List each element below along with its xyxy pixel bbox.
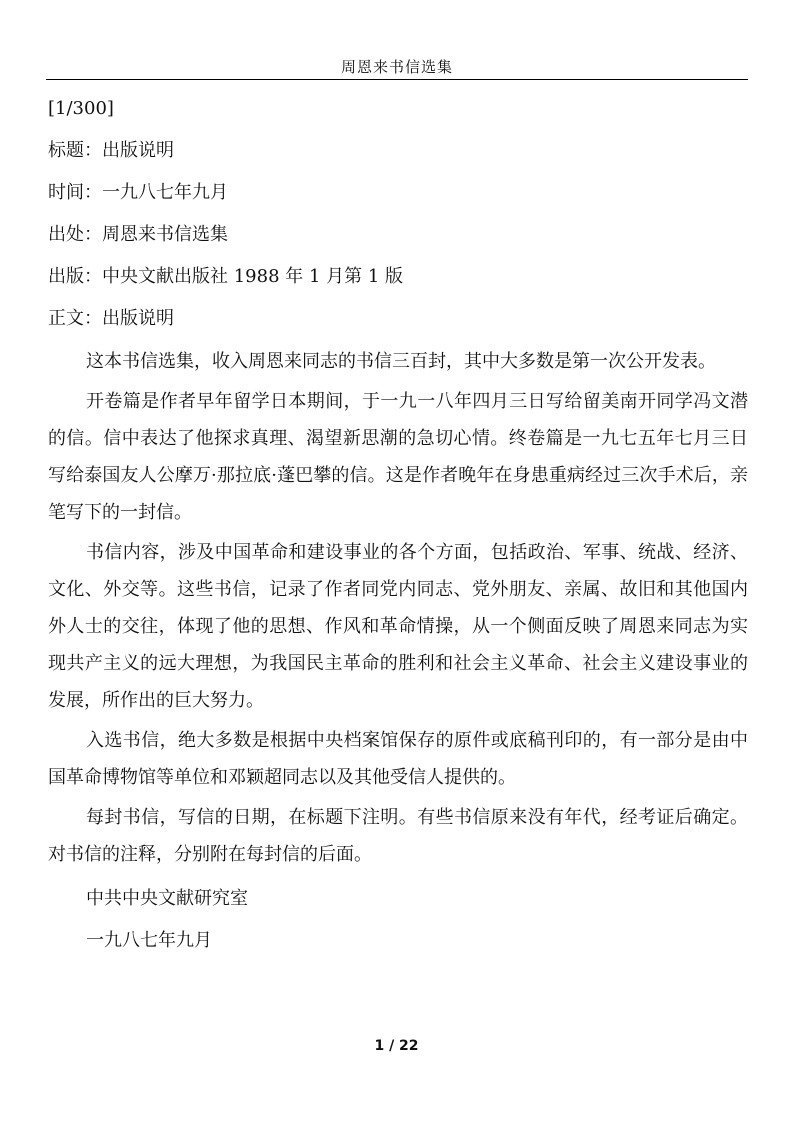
meta-title: 标题：出版说明: [48, 140, 174, 161]
paragraph-5: 每封书信，写信的日期，在标题下注明。有些书信原来没有年代，经考证后确定。对书信的注释，分别附在每封信的后面。: [48, 807, 748, 865]
paragraph-4: 入选书信，绝大多数是根据中央档案馆保存的原件或底稿刊印的，有一部分是由中国革命博物馆等单位和邓颖超同志以及其他受信人提供的。: [48, 730, 748, 788]
meta-publisher: 出版：中央文献出版社 1988 年 1 月第 1 版: [48, 266, 404, 287]
running-header: 周恩来书信选集: [340, 58, 453, 76]
meta-body-label: 正文：出版说明: [48, 308, 174, 329]
meta-time: 时间：一九八七年九月: [48, 182, 228, 203]
page-number: 1 / 22: [374, 1038, 419, 1054]
record-index: [1/300]: [48, 98, 114, 119]
meta-source: 出处：周恩来书信选集: [48, 224, 228, 245]
paragraph-1: 这本书信选集，收入周恩来同志的书信三百封，其中大多数是第一次公开发表。: [86, 351, 716, 372]
document-body: [48, 88, 748, 962]
paragraph-3: 书信内容，涉及中国革命和建设事业的各个方面，包括政治、军事、统战、经济、文化、外交等。这些书信，记录了作者同党内同志、党外朋友、亲属、故旧和其他国内外人士的交往，体现了他的思想、作风和革命情操，从一个侧面反映了周恩来同志为实现共产主义的远大理想，为我国民主革命的胜利和社会主义革命、社会主义建设事业的发展，所作出的巨大努力。: [48, 542, 748, 711]
header-divider: [46, 79, 748, 80]
signoff-date: 一九八七年九月: [86, 930, 212, 951]
paragraph-2: 开卷篇是作者早年留学日本期间，于一九一八年四月三日写给留美南开同学冯文潜的信。信中表达了他探求真理、渴望新思潮的急切心情。终卷篇是一九七五年七月三日写给泰国友人公摩万·那拉底·蓬巴攀的信。这是作者晚年在身患重病经过三次手术后，亲笔写下的一封信。: [48, 391, 748, 523]
signoff-organization: 中共中央文献研究室: [86, 888, 248, 909]
